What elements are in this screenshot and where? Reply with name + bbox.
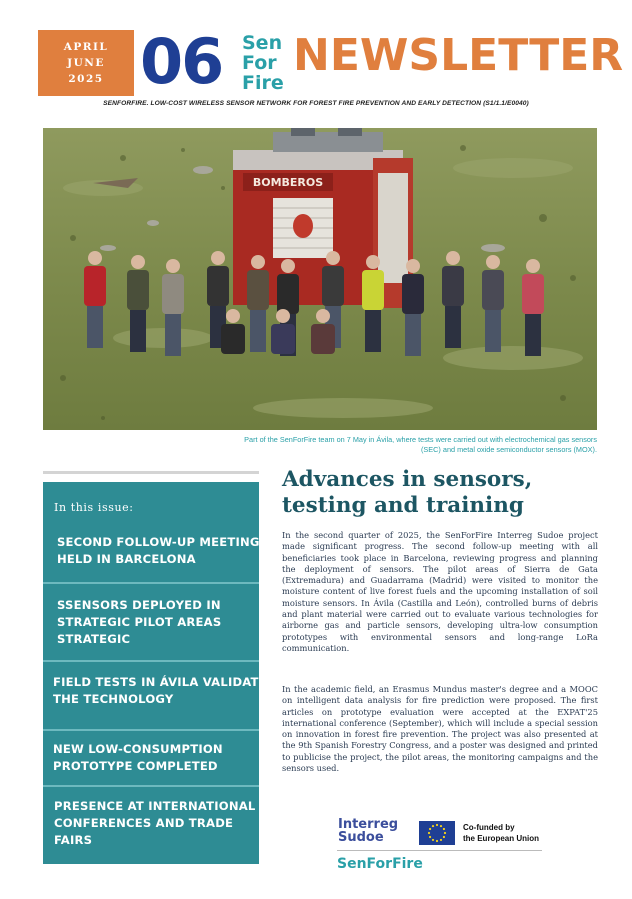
person-legs (165, 314, 181, 356)
person-head (281, 259, 295, 273)
project-subtitle: SENFORFIRE. LOW-COST WIRELESS SENSOR NETWORK FOR FOREST FIRE PREVENTION AND EARLY DETECTION (S1/1.1/E0040) (103, 100, 529, 107)
person-head (131, 255, 145, 269)
person-body (522, 274, 544, 314)
article-title-line-1: Advances in sensors, (282, 467, 533, 492)
person-body (362, 270, 384, 310)
team-photo (43, 128, 597, 430)
truck-label: BOMBEROS (252, 176, 324, 189)
person-body (402, 274, 424, 314)
person-head (326, 251, 340, 265)
toc-divider (43, 660, 259, 662)
eu-star (443, 836, 445, 838)
person-body (322, 266, 344, 306)
issue-date-box (38, 30, 134, 96)
person-head (226, 309, 240, 323)
toc-item-line: STRATEGIC PILOT AREAS (57, 615, 222, 629)
in-this-issue-sidebar (43, 482, 267, 864)
person-body (277, 274, 299, 314)
person-legs (485, 310, 501, 352)
person-head (446, 251, 460, 265)
interreg-word: Interreg (338, 817, 399, 832)
person-head (88, 251, 102, 265)
eu-text-line-1: Co-funded by (463, 823, 515, 832)
article-paragraph-1: In the second quarter of 2025, the SenForFire Interreg Sudoe project made significant progress. The second follow-up meeting with all beneficiaries took place in Barcelona, reviewing progress and planning the deployment of sensors. The pilot areas of Sierra de Gata (Extremadura) and Guadarrama (Madrid) were visited to monitor the moisture content of live forest fuels and the upcoming installation of soil moisture sensors. In Ávila (Castilla and León), controlled burns of debris and plant material were carried out to evaluate various technologies for airborne gas and particle sensors, developing ultra-low consumption prototypes with environmental sensors and long-range LoRa communication. (282, 530, 598, 653)
toc-divider (43, 729, 259, 731)
toc-item-line: HELD IN BARCELONA (57, 552, 196, 566)
toc-item-line: THE TECHNOLOGY (53, 692, 174, 706)
brand-line-fire: Fire (242, 72, 284, 94)
article-paragraph-2: In the academic field, an Erasmus Mundus master's degree and a MOOC on intelligent data analysis for fire prediction were proposed. The first articles on prototype evaluation were accepted at the EXPAT'25 international conference (September), which will include a special session on innovation in forest fire prevention. The project was also presented at the 9th Spanish Forestry Congress, and a poster was designed and printed to publicise the project, the pilot areas, the monitoring campaigns and the sensors used. (282, 684, 598, 774)
person-head (526, 259, 540, 273)
person-legs (250, 310, 266, 352)
toc-item-line: CONFERENCES AND TRADE (54, 816, 234, 830)
eu-flag-icon (419, 821, 455, 845)
senforfire-logo (242, 33, 284, 93)
person-head (166, 259, 180, 273)
toc-item-field-tests-avila[interactable] (53, 674, 269, 708)
sidebar-heading: In this issue: (54, 501, 134, 514)
footer-divider (337, 850, 542, 851)
toc-item-line: PROTOTYPE COMPLETED (53, 759, 218, 773)
article-title-line-2: testing and training (282, 493, 524, 518)
sidebar-top-rule (43, 471, 259, 474)
footer-brand: SenForFire (337, 856, 423, 872)
eu-text-line-2: the European Union (463, 833, 539, 843)
eu-cofunded-text (463, 823, 539, 844)
person-head (316, 309, 330, 323)
toc-item-low-consumption-prototype[interactable] (53, 741, 269, 775)
photo-caption (150, 435, 597, 455)
person-body (84, 266, 106, 306)
eu-star (440, 839, 442, 841)
person-body (162, 274, 184, 314)
toc-item-line: SSENSORS DEPLOYED IN (57, 598, 221, 612)
eu-star (443, 828, 445, 830)
toc-item-line: NEW LOW-CONSUMPTION (53, 742, 223, 756)
person-head (251, 255, 265, 269)
person-legs (405, 314, 421, 356)
person-body (247, 270, 269, 310)
person-body (442, 266, 464, 306)
photo-caption-line-1: Part of the SenForFire team on 7 May in Ávila, where tests were carried out with electrochemical gas sensors (244, 435, 597, 444)
person-body (271, 324, 295, 354)
eu-star (440, 825, 442, 827)
newsletter-title: NEWSLETTER (293, 30, 624, 81)
toc-divider (43, 582, 259, 584)
person-body (207, 266, 229, 306)
toc-divider (43, 785, 259, 787)
interreg-sudoe-logo (338, 818, 398, 844)
person-body (482, 270, 504, 310)
person-body (311, 324, 335, 354)
eu-star (432, 839, 434, 841)
person-head (211, 251, 225, 265)
person-head (276, 309, 290, 323)
toc-item-line: FAIRS (54, 833, 93, 847)
eu-star (428, 832, 430, 834)
toc-item-international-conferences[interactable] (54, 798, 270, 849)
toc-item-line: SECOND FOLLOW-UP MEETING (57, 535, 260, 549)
eu-star (429, 836, 431, 838)
date-month-end: JUNE (67, 57, 105, 69)
brand-line-for: For (242, 52, 277, 74)
photo-caption-line-2: (SEC) and metal oxide semiconductor sensors (MOX). (421, 445, 597, 454)
sudoe-word: Sudoe (338, 830, 384, 845)
toc-item-line: STRATEGIC (57, 632, 131, 646)
date-month-start: APRIL (63, 41, 109, 53)
person-body (221, 324, 245, 354)
eu-star (436, 840, 438, 842)
issue-number: 06 (140, 25, 223, 98)
article-title (282, 467, 602, 519)
person-legs (130, 310, 146, 352)
date-year: 2025 (68, 73, 104, 85)
person-head (486, 255, 500, 269)
toc-item-line: FIELD TESTS IN ÁVILA VALIDATE (53, 675, 267, 689)
brand-line-sen: Sen (242, 32, 283, 54)
person-legs (365, 310, 381, 352)
eu-star (432, 825, 434, 827)
person-legs (445, 306, 461, 348)
person-head (366, 255, 380, 269)
toc-item-sensors-deployed[interactable] (57, 597, 273, 648)
eu-star (444, 832, 446, 834)
eu-star (436, 824, 438, 826)
person-legs (87, 306, 103, 348)
person-head (406, 259, 420, 273)
toc-item-barcelona-meeting[interactable] (57, 534, 273, 568)
person-legs (525, 314, 541, 356)
person-body (127, 270, 149, 310)
eu-star (429, 828, 431, 830)
toc-item-line: PRESENCE AT INTERNATIONAL (54, 799, 256, 813)
